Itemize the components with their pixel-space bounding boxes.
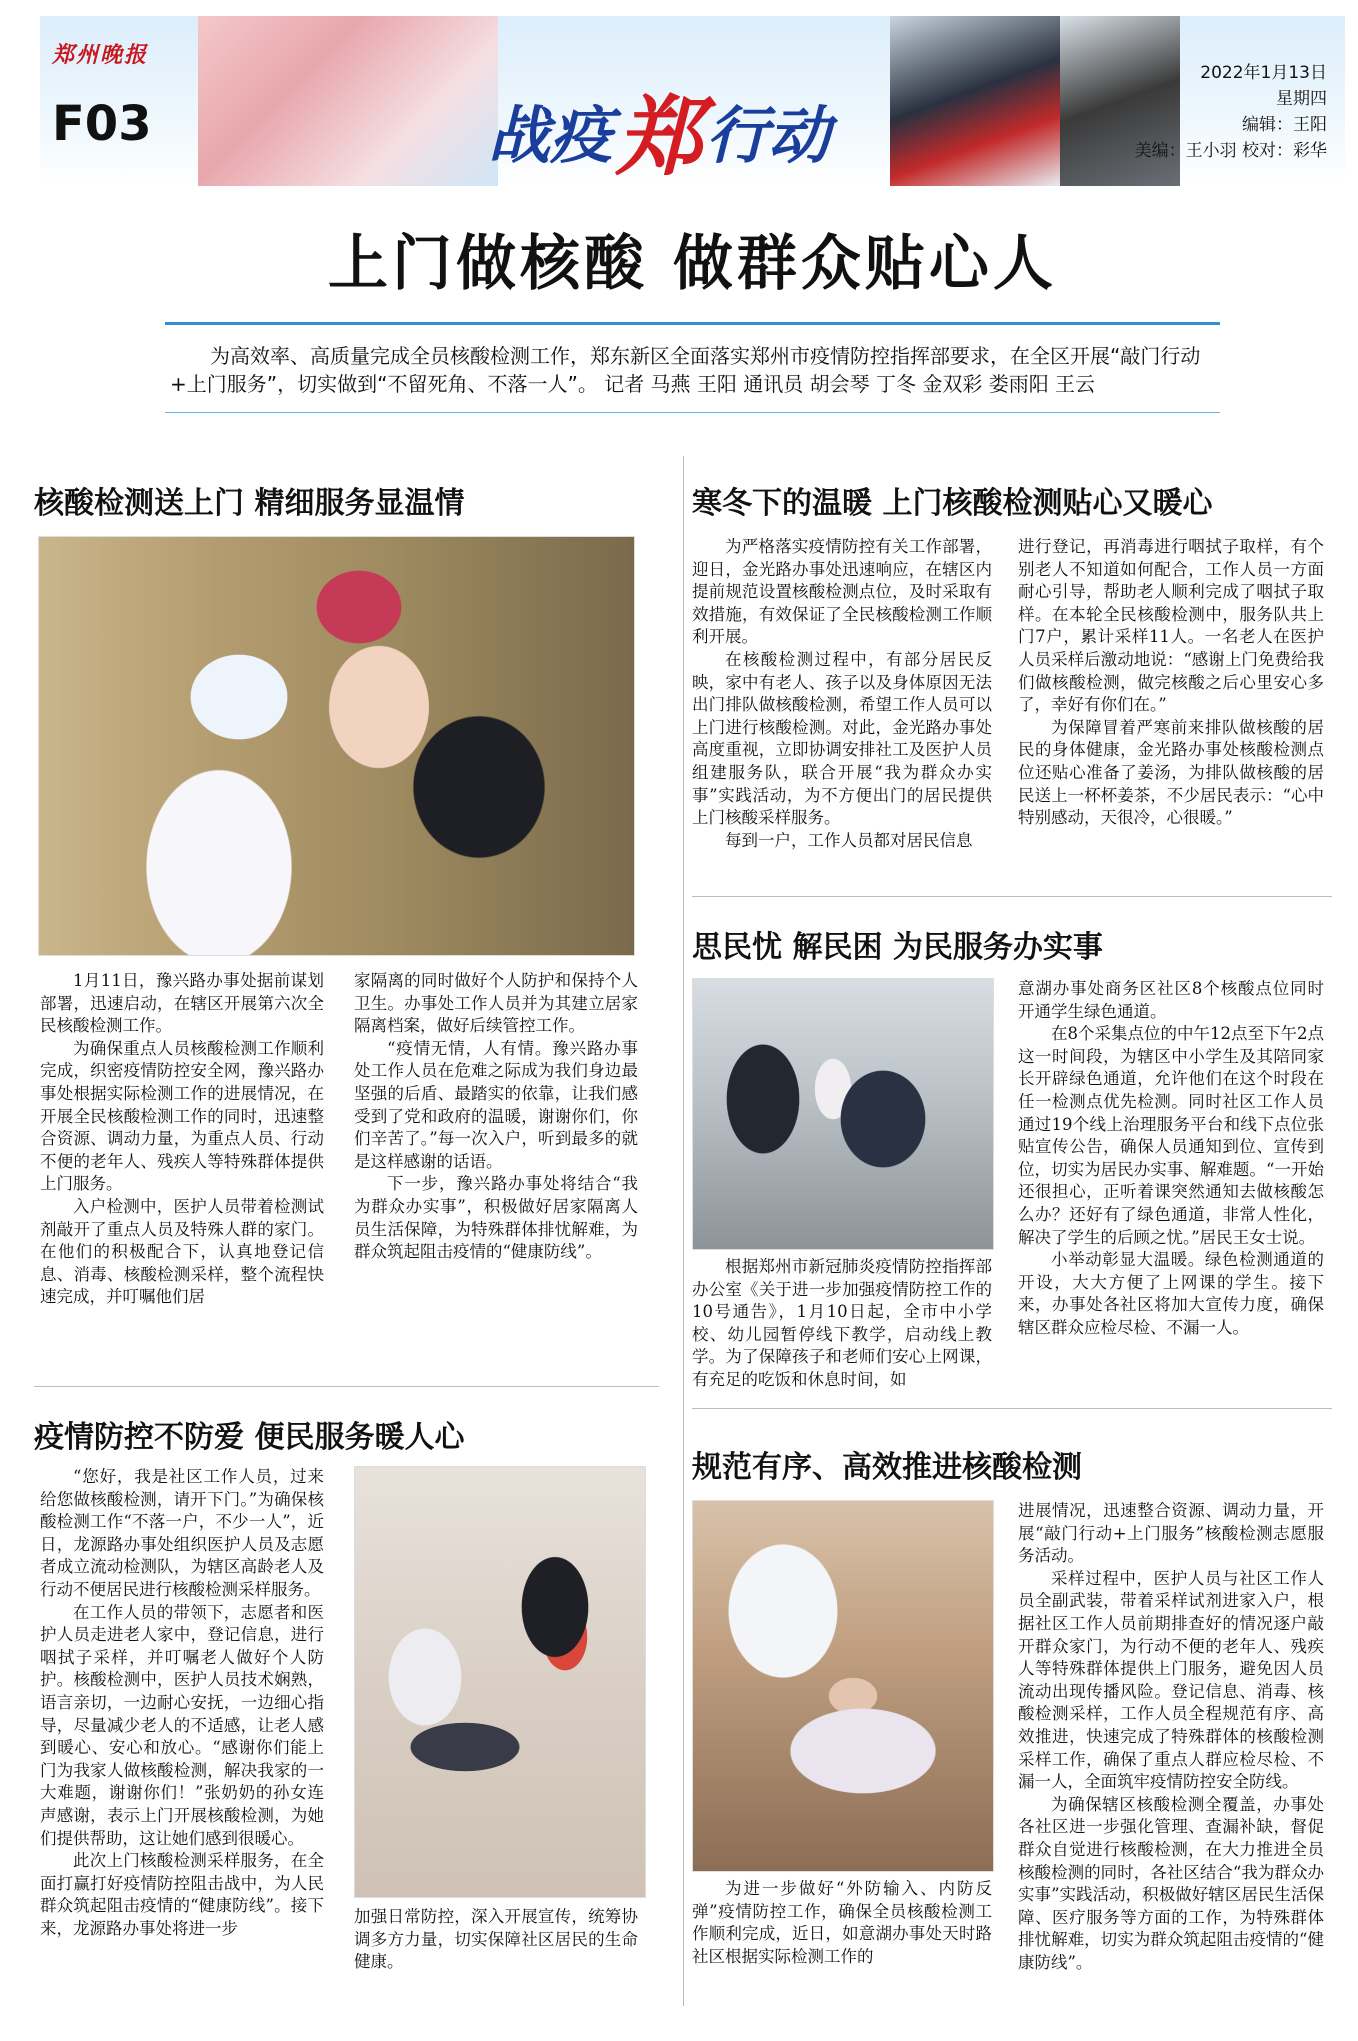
banner-photo-volunteer [890,16,1060,186]
lead-paragraph: 为高效率、高质量完成全员核酸检测工作，郑东新区全面落实郑州市疫情防控指挥部要求，在全区开展“敲门行动+上门服务”，切实做到“不留死角、不落一人”。 记者 马燕 王阳 通讯员 胡会琴 丁冬 金双彩 娄雨阳 王云 [170,344,1201,396]
photo-bedside-sampling [692,1500,994,1872]
paragraph: 为严格落实疫情防控有关工作部署，迎日，金光路办事处迅速响应，在辖区内提前规范设置核酸检测点位，及时采取有效措施，有效保证了全民核酸检测工作顺利开展。 [692,537,992,647]
photo-nucleic-test-elderly [38,536,635,956]
newspaper-page [34,16,1345,2021]
paragraph: 此次上门核酸检测采样服务，在全面打赢打好疫情防控阻击战中，为人民群众筑起阻击疫情的“健康防线”。接下来，龙源路办事处将进一步 [40,1851,324,1938]
paragraph: 小举动彰显大温暖。绿色检测通道的开设，大大方便了上网课的学生。接下来，办事处各社区将加大宣传力度，确保辖区群众应检尽检、不漏一人。 [1018,1250,1324,1337]
headline-rule [165,322,1220,325]
s4-column-2 [354,1906,638,1974]
page-number: F03 [52,96,152,152]
slogan-part1: 战疫 [488,99,613,172]
issue-info [1135,60,1327,164]
s3-column-2 [1018,978,1324,1340]
section-divider [34,1386,659,1387]
section-title-5: 规范有序、高效推进核酸检测 [692,1450,1082,1485]
section-title-2: 寒冬下的温暖 上门核酸检测贴心又暖心 [692,486,1213,521]
paragraph: 为进一步做好“外防输入、内防反弹”疫情防控工作，确保全员核酸检测工作顺利完成，近日，如意湖办事处天时路社区根据实际检测工作的 [692,1879,992,1966]
paragraph: 在核酸检测过程中，有部分居民反映，家中有老人、孩子以及身体原因无法出门排队做核酸检测，希望工作人员可以上门进行核酸检测。对此，金光路办事处高度重视，立即协调安排社工及医护人员组建服务队，联合开展“我为群众办实事”实践活动，为不方便出门的居民提供上门核酸采样服务。 [692,649,992,828]
s3-column-1 [692,1256,992,1392]
paragraph: 在8个采集点位的中午12点至下午2点这一时间段，为辖区中小学生及其陪同家长开辟绿色通道，允许他们在这个时段在任一检测点优先检测。同时社区工作人员通过19个线上治理服务平台和线下点位张贴宣传公告，确保人员通知到位、宣传到位，切实为居民办实事、解难题。“一开始还很担心，正听着课突然通知去做核酸怎么办？还好有了绿色通道，非常人性化，解决了学生的后顾之忧。”居民王女士说。 [1018,1024,1324,1247]
paragraph: “疫情无情，人有情。豫兴路办事处工作人员在危难之际成为我们身边最坚强的后盾、最踏实的依靠，让我们感受到了党和政府的温暖，谢谢你们，你们辛苦了。”每一次入户，听到最多的就是这样感谢的话语。 [354,1038,638,1171]
masthead [40,16,1345,186]
paragraph: 为确保重点人员核酸检测工作顺利完成，织密疫情防控安全网，豫兴路办事处根据实际检测工作的进展情况，在开展全民核酸检测工作的同时，迅速整合资源、调动力量，为重点人员、行动不便的老年人、残疾人等特殊群体提供上门服务。 [40,1038,324,1194]
paragraph: 1月11日，豫兴路办事处据前谋划部署，迅速启动，在辖区开展第六次全民核酸检测工作。 [40,971,324,1036]
paragraph: 在工作人员的带领下，志愿者和医护人员走进老人家中，登记信息，进行咽拭子采样，并叮嘱老人做好个人防护。核酸检测中，医护人员技术娴熟，语言亲切，一边耐心安抚，一边细心指导，尽量减少老人的不适感，让老人感到暖心、安心和放心。“感谢你们能上门为我家人做核酸检测，解决我家的一大难题，谢谢你们！”张奶奶的孙女连声感谢，表示上门开展核酸检测，为她们提供帮助，这让她们感到很暖心。 [40,1602,324,1848]
designer-proof-credit: 美编：王小羽 校对：彩华 [1134,141,1327,161]
paragraph: 采样过程中，医护人员与社区工作人员全副武装，带着采样试剂进家入户，根据社区工作人员前期排查好的情况逐户敲开群众家门，为行动不便的老年人、残疾人等特殊群体提供上门服务，避免因人员流动出现传播风险。登记信息、消毒、核酸检测采样，工作人员全程规范有序、高效推进，快速完成了特殊群体的核酸检测采样工作，确保了重点人群应检尽检、不漏一人，全面筑牢疫情防控安全防线。 [1018,1568,1324,1792]
s2-column-2 [1018,536,1324,830]
paragraph: “您好，我是社区工作人员，过来给您做核酸检测，请开下门。”为确保核酸检测工作“不落一户，不少一人”，近日，龙源路办事处组织医护人员及志愿者成立流动检测队，为辖区高龄老人及行动不便居民进行核酸检测采样服务。 [40,1467,324,1599]
issue-weekday: 星期四 [1276,89,1327,109]
section-title-3: 思民忧 解民困 为民服务办实事 [692,930,1103,965]
photo-green-channel [692,978,994,1250]
slogan-part3: 行动 [706,99,831,172]
paragraph: 进展情况，迅速整合资源、调动力量，开展“敲门行动+上门服务”核酸检测志愿服务活动。 [1018,1501,1324,1566]
s5-column-1 [692,1878,992,1968]
section-divider [692,1408,1332,1409]
s1-column-1 [40,970,324,1309]
paragraph: 意湖办事处商务区社区8个核酸点位同时开通学生绿色通道。 [1018,979,1324,1021]
paragraph: 根据郑州市新冠肺炎疫情防控指挥部办公室《关于进一步加强疫情防控工作的10号通告》，1月10日起，全市中小学校、幼儿园暂停线下教学，启动线上教学。为了保障孩子和老师们安心上网课，有充足的吃饭和休息时间，如 [692,1257,992,1389]
section-title-1: 核酸检测送上门 精细服务显温情 [34,486,465,521]
paragraph: 每到一户，工作人员都对居民信息 [725,830,973,850]
paragraph: 家隔离的同时做好个人防护和保持个人卫生。办事处工作人员并为其建立居家隔离档案，做好后续管控工作。 [354,971,638,1036]
s5-column-2 [1018,1500,1324,1974]
page-headline: 上门做核酸 做群众贴心人 [328,229,1057,299]
banner-photo-medical-worker [198,16,498,186]
section-title-4: 疫情防控不防爱 便民服务暖人心 [34,1420,465,1455]
paragraph: 下一步，豫兴路办事处将结合“我为群众办实事”，积极做好居家隔离人员生活保障，为特殊群体排忧解难，为群众筑起阻击疫情的“健康防线”。 [354,1174,638,1262]
paragraph: 入户检测中，医护人员带着检测试剂敲开了重点人员及特殊人群的家门。在他们的积极配合下，认真地登记信息、消毒、核酸检测采样，整个流程快速完成，并叮嘱他们居 [40,1196,324,1307]
photo-home-sampling [354,1466,646,1898]
column-divider [683,456,684,2006]
slogan-part2: 郑 [616,88,703,188]
paragraph: 为确保辖区核酸检测全覆盖，办事处各社区进一步强化管理、查漏补缺，督促群众自觉进行核酸检测，在大力推进全员核酸检测的同时，各社区结合“我为群众办实事”实践活动，积极做好辖区居民生活保障、医疗服务等方面的工作，为特殊群体排忧解难，切实为群众筑起阻击疫情的“健康防线”。 [1018,1794,1324,1972]
newspaper-logo: 郑州晚报 [52,42,149,68]
paragraph: 加强日常防控，深入开展宣传，统筹协调多方力量，切实保障社区居民的生命健康。 [354,1907,638,1972]
issue-date: 2022年1月13日 [1200,63,1327,83]
paragraph: 为保障冒着严寒前来排队做核酸的居民的身体健康，金光路办事处核酸检测点位还贴心准备了姜汤，为排队做核酸的居民送上一杯杯姜茶，不少居民表示：“心中特别感动，天很冷，心很暖。” [1018,717,1324,828]
column-slogan [488,58,831,188]
s4-column-1 [40,1466,324,1940]
s2-column-1 [692,536,992,852]
lead-rule [165,412,1220,413]
section-divider [692,896,1332,897]
paragraph: 进行登记，再消毒进行咽拭子取样，有个别老人不知道如何配合，工作人员一方面耐心引导，帮助老人顺利完成了咽拭子取样。在本轮全民核酸检测中，服务队共上门7户，累计采样11人。一名老人在医护人员采样后激动地说：“感谢上门免费给我们做核酸检测，做完核酸之后心里安心多了，幸好有你们在。” [1018,537,1324,715]
editor-credit: 编辑：王阳 [1242,115,1327,135]
s1-column-2 [354,970,638,1264]
